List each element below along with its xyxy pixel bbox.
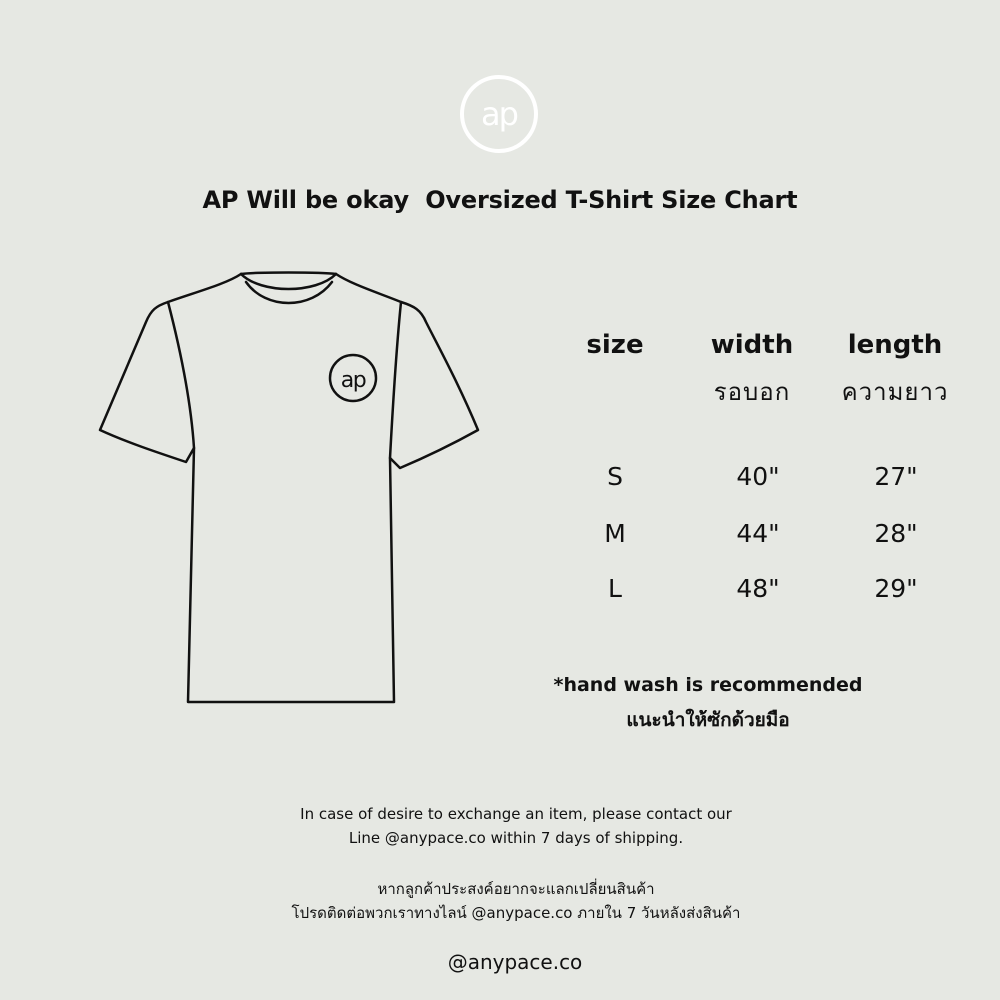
chest-logo-text: ap — [340, 368, 366, 393]
page-title: AP Will be okay Oversized T-Shirt Size Chart — [202, 186, 798, 214]
care-note-en: *hand wash is recommended — [553, 674, 863, 696]
length-cell: 29" — [874, 574, 918, 603]
exchange-note-en-line1: In case of desire to exchange an item, please contact our — [300, 805, 732, 823]
exchange-note-th-line1: หากลูกค้าประสงค์อยากจะแลกเปลี่ยนสินค้า — [377, 880, 655, 898]
header-length-thai: ความยาว — [841, 378, 949, 406]
brand-logo — [459, 74, 539, 154]
tshirt-icon — [96, 262, 486, 714]
width-cell: 48" — [736, 574, 780, 603]
length-cell: 28" — [874, 519, 918, 548]
header-width: width — [710, 330, 794, 360]
size-cell: L — [608, 574, 622, 603]
social-handle: @anypace.co — [447, 950, 583, 974]
header-width-thai: รอบอก — [713, 378, 791, 406]
header-size: size — [586, 330, 644, 360]
exchange-note-en-line2: Line @anypace.co within 7 days of shipping. — [348, 829, 684, 847]
brand-logo-text: ap — [481, 95, 517, 133]
header-length: length — [847, 330, 943, 360]
size-cell: M — [604, 519, 626, 548]
care-note-th: แนะนำให้ซักด้วยมือ — [626, 709, 790, 731]
size-cell: S — [607, 462, 623, 491]
width-cell: 44" — [736, 519, 780, 548]
width-cell: 40" — [736, 462, 780, 491]
exchange-note-th-line2: โปรดติดต่อพวกเราทางไลน์ @anypace.co ภายใน 7 วันหลังส่งสินค้า — [291, 904, 741, 922]
length-cell: 27" — [874, 462, 918, 491]
